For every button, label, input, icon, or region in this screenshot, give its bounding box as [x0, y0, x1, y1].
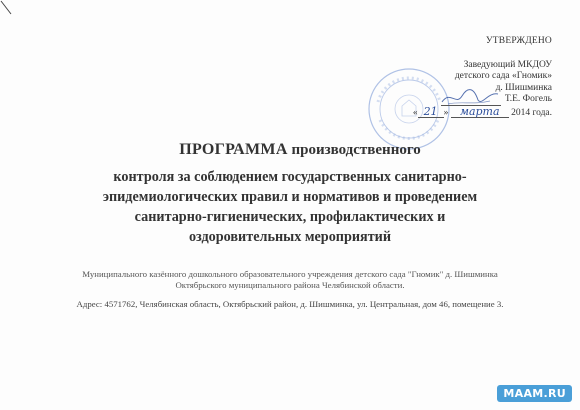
- institution-name-line-2: Октябрьского муниципального района Челябинской области.: [175, 280, 405, 290]
- approval-heading: УТВЕРЖДЕНО: [485, 36, 552, 46]
- site-logo[interactable]: MAAM.RU: [497, 385, 572, 402]
- title-word-program: ПРОГРАММА: [179, 141, 288, 158]
- signer-row: [332, 94, 552, 106]
- date-day: 21: [418, 106, 444, 119]
- signer-name: Т.Е. Фогель: [504, 94, 552, 104]
- date-month: марта: [451, 106, 509, 119]
- title-line-1-rest: производственного: [287, 142, 421, 158]
- title-line-1: [20, 140, 580, 160]
- approver-organization: детского сада «Гномик»: [454, 71, 552, 81]
- title-line-4: санитарно-гигиенических, профилактических и: [134, 209, 446, 225]
- title-line-2: контроля за соблюдением государственных санитарно-: [113, 169, 467, 185]
- document-title: [0, 140, 580, 247]
- title-line-5: оздоровительных мероприятий: [188, 229, 392, 245]
- approver-village: д. Шишминка: [495, 82, 552, 93]
- title-line-3: эпидемиологических правил и нормативов и проведением: [102, 189, 478, 205]
- institution-name-line-1: Муниципального казённого дошкольного образовательного учреждения детского сада "Гномик" д. Шишминка: [82, 269, 498, 279]
- approver-position: Заведующий МКДОУ: [463, 59, 552, 70]
- approval-block: [332, 36, 552, 119]
- institution-info: [0, 269, 580, 310]
- date-year: 2014 года.: [511, 107, 552, 118]
- approval-date: « 21 » марта 2014 года.: [412, 104, 552, 118]
- corner-mark: [0, 0, 14, 16]
- institution-address: Адрес: 4571762, Челябинская область, Октябрьский район, д. Шишминка, ул. Центральная, дом 46, помещение 3.: [76, 299, 504, 309]
